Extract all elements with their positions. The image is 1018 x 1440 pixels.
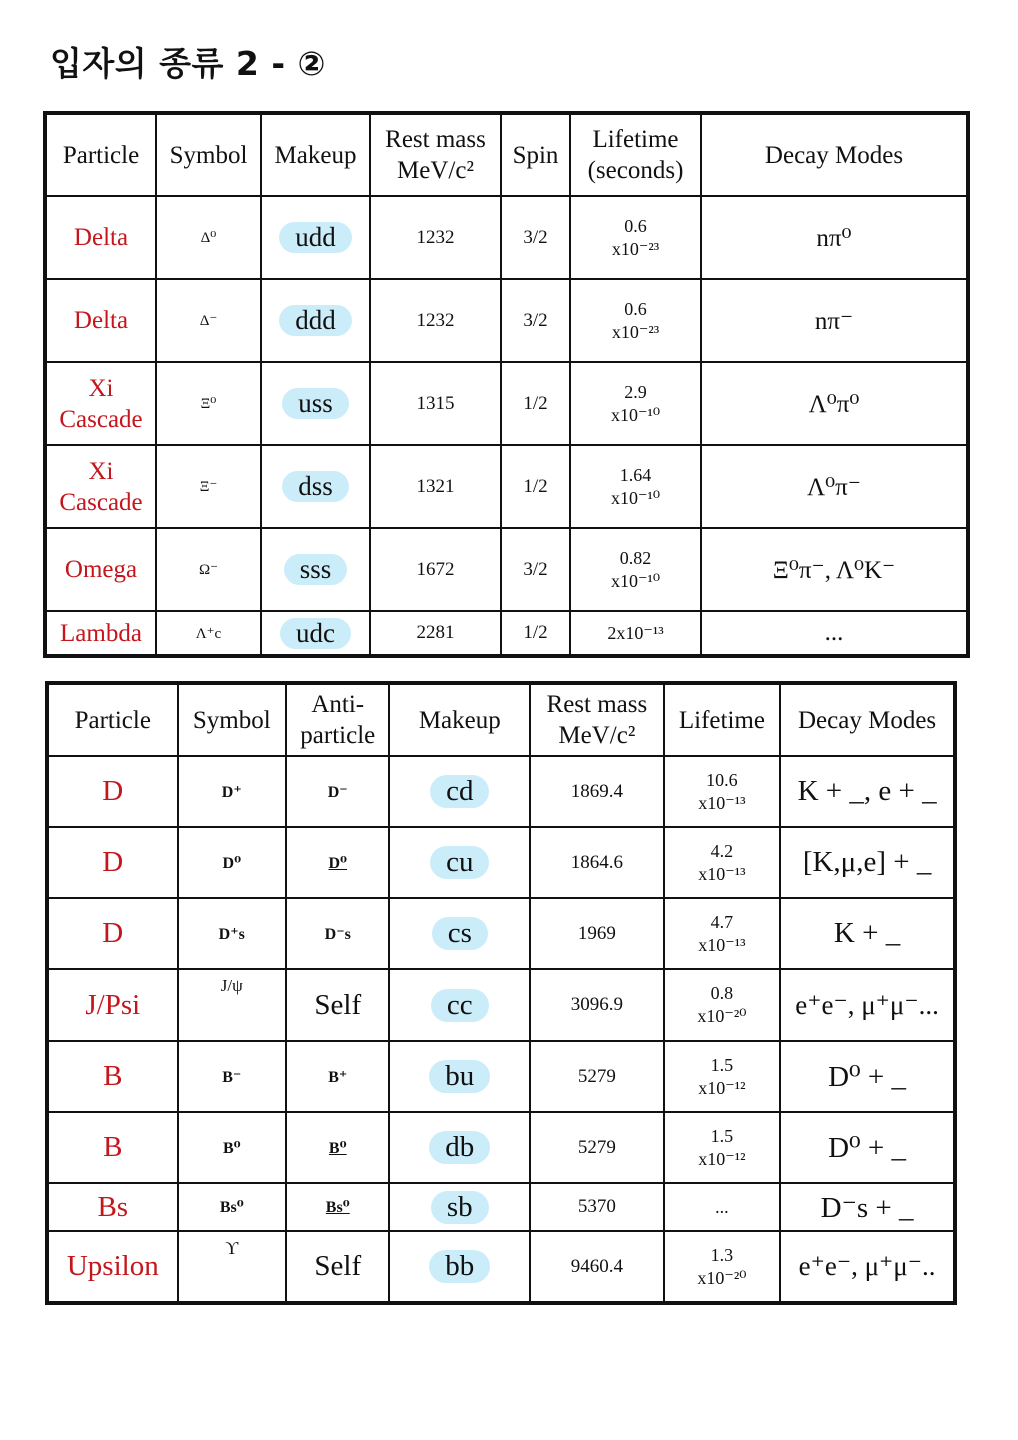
quark-makeup: uss bbox=[282, 388, 349, 419]
antiparticle-symbol: Self bbox=[286, 969, 389, 1041]
header-rest-mass: Rest mass MeV/c² bbox=[370, 113, 501, 196]
particle-symbol: B⁻ bbox=[178, 1041, 286, 1112]
table-row bbox=[45, 528, 968, 611]
particle-symbol: D⁺ bbox=[178, 756, 286, 827]
rest-mass: 5279 bbox=[530, 1041, 664, 1112]
particle-symbol: Δ⁰ bbox=[156, 196, 261, 279]
decay-modes: Λ⁰π⁻ bbox=[701, 445, 968, 528]
header-particle: Particle bbox=[47, 683, 178, 756]
decay-modes: K + _ bbox=[780, 898, 955, 969]
header-particle: Particle bbox=[45, 113, 156, 196]
header-antiparticle: Anti-particle bbox=[286, 683, 389, 756]
header-spin: Spin bbox=[501, 113, 570, 196]
antiparticle-symbol: D⁰ bbox=[286, 827, 389, 898]
lifetime-value: 1.64 bbox=[619, 464, 652, 485]
lifetime-value: 1.5 bbox=[710, 1125, 734, 1146]
decay-modes: Ξ⁰π⁻, Λ⁰K⁻ bbox=[701, 528, 968, 611]
particle-name: D bbox=[47, 898, 178, 969]
particle-symbol: J/ψ bbox=[178, 969, 286, 1041]
spin: 1/2 bbox=[501, 362, 570, 445]
lifetime-value: 0.82 bbox=[619, 547, 652, 568]
header-lifetime: Lifetime bbox=[664, 683, 781, 756]
table-row bbox=[47, 1183, 955, 1231]
page-title: 입자의 종류 2 - ② bbox=[50, 44, 326, 83]
lifetime-exponent: x10⁻¹² bbox=[698, 1148, 746, 1169]
spin: 1/2 bbox=[501, 611, 570, 656]
header-symbol: Symbol bbox=[178, 683, 286, 756]
rest-mass: 5279 bbox=[530, 1112, 664, 1183]
quark-makeup: bb bbox=[429, 1250, 490, 1283]
quark-makeup: cu bbox=[430, 846, 489, 879]
rest-mass: 1969 bbox=[530, 898, 664, 969]
table-row bbox=[47, 827, 955, 898]
lifetime-exponent: x10⁻¹³ bbox=[698, 934, 746, 955]
lifetime-exponent: x10⁻¹³ bbox=[698, 792, 746, 813]
table-row bbox=[45, 445, 968, 528]
quark-makeup: bu bbox=[429, 1060, 490, 1093]
decay-modes: e⁺e⁻, μ⁺μ⁻... bbox=[780, 969, 955, 1041]
antiparticle-symbol: D⁻ bbox=[286, 756, 389, 827]
decay-modes: e⁺e⁻, μ⁺μ⁻.. bbox=[780, 1231, 955, 1303]
antiparticle-symbol: Self bbox=[286, 1231, 389, 1303]
lifetime-exponent: x10⁻¹⁰ bbox=[610, 570, 661, 591]
quark-makeup: cc bbox=[431, 989, 489, 1022]
particle-symbol: B⁰ bbox=[178, 1112, 286, 1183]
table-row bbox=[47, 1112, 955, 1183]
meson-table bbox=[45, 681, 957, 1305]
baryon-table bbox=[43, 111, 970, 658]
decay-modes: D⁰ + _ bbox=[780, 1041, 955, 1112]
lifetime-value: 2.9 bbox=[624, 381, 647, 402]
lifetime-value: 1.3 bbox=[710, 1244, 734, 1265]
quark-makeup: sb bbox=[431, 1191, 489, 1224]
lifetime-value: 1.5 bbox=[710, 1054, 734, 1075]
particle-name: D bbox=[47, 756, 178, 827]
rest-mass: 1672 bbox=[370, 528, 501, 611]
spin: 1/2 bbox=[501, 445, 570, 528]
decay-modes: Λ⁰π⁰ bbox=[701, 362, 968, 445]
spin: 3/2 bbox=[501, 528, 570, 611]
rest-mass: 1321 bbox=[370, 445, 501, 528]
rest-mass: 1232 bbox=[370, 279, 501, 362]
table-row bbox=[45, 196, 968, 279]
rest-mass: 1315 bbox=[370, 362, 501, 445]
lifetime-value: 0.8 bbox=[710, 983, 734, 1003]
particle-name: Xi Cascade bbox=[45, 445, 156, 528]
decay-modes: D⁻s + _ bbox=[780, 1183, 955, 1231]
header-makeup: Makeup bbox=[261, 113, 370, 196]
particle-symbol: Λ⁺c bbox=[156, 611, 261, 656]
particle-name: D bbox=[47, 827, 178, 898]
particle-name: Upsilon bbox=[47, 1231, 178, 1303]
quark-makeup: udd bbox=[279, 222, 352, 253]
table-row bbox=[47, 1231, 955, 1303]
quark-makeup: udc bbox=[280, 618, 351, 649]
rest-mass: 2281 bbox=[370, 611, 501, 656]
spin: 3/2 bbox=[501, 279, 570, 362]
table-row bbox=[45, 611, 968, 656]
lifetime-exponent: x10⁻²⁰ bbox=[697, 1006, 747, 1026]
particle-symbol: Δ⁻ bbox=[156, 279, 261, 362]
antiparticle-symbol: Bs⁰ bbox=[286, 1183, 389, 1231]
table-row bbox=[47, 898, 955, 969]
particle-name: Delta bbox=[45, 196, 156, 279]
header-makeup: Makeup bbox=[389, 683, 530, 756]
decay-modes: nπ⁻ bbox=[701, 279, 968, 362]
table-header-row bbox=[47, 683, 955, 756]
particle-symbol: Ξ⁰ bbox=[156, 362, 261, 445]
particle-name: Xi Cascade bbox=[45, 362, 156, 445]
lifetime-exponent: x10⁻¹³ bbox=[698, 863, 746, 884]
rest-mass: 9460.4 bbox=[530, 1231, 664, 1303]
particle-symbol: D⁰ bbox=[178, 827, 286, 898]
particle-symbol: Ω⁻ bbox=[156, 528, 261, 611]
decay-modes: K + _, e + _ bbox=[780, 756, 955, 827]
table-row bbox=[47, 1041, 955, 1112]
decay-modes: ... bbox=[701, 611, 968, 656]
table-row bbox=[47, 756, 955, 827]
rest-mass: 3096.9 bbox=[530, 969, 664, 1041]
lifetime-exponent: x10⁻²³ bbox=[611, 238, 660, 259]
antiparticle-symbol: B⁺ bbox=[286, 1041, 389, 1112]
header-lifetime: Lifetime (seconds) bbox=[570, 113, 701, 196]
header-symbol: Symbol bbox=[156, 113, 261, 196]
antiparticle-symbol: D⁻s bbox=[286, 898, 389, 969]
particle-name: Bs bbox=[47, 1183, 178, 1231]
particle-name: B bbox=[47, 1041, 178, 1112]
quark-makeup: cs bbox=[432, 917, 488, 950]
quark-makeup: dss bbox=[282, 471, 349, 502]
decay-modes: nπ⁰ bbox=[701, 196, 968, 279]
header-decay-modes: Decay Modes bbox=[701, 113, 968, 196]
particle-name: Delta bbox=[45, 279, 156, 362]
quark-makeup: cd bbox=[430, 775, 489, 808]
lifetime-exponent: x10⁻²⁰ bbox=[697, 1267, 747, 1288]
lifetime-value: 0.6 bbox=[624, 215, 647, 236]
quark-makeup: sss bbox=[284, 554, 348, 585]
header-decay-modes: Decay Modes bbox=[780, 683, 955, 756]
lifetime-value: ... bbox=[715, 1196, 729, 1217]
rest-mass: 1869.4 bbox=[530, 756, 664, 827]
particle-name: Lambda bbox=[45, 611, 156, 656]
particle-symbol: ϒ bbox=[178, 1231, 286, 1303]
rest-mass: 1232 bbox=[370, 196, 501, 279]
antiparticle-symbol: B⁰ bbox=[286, 1112, 389, 1183]
table-row bbox=[45, 279, 968, 362]
particle-name: Omega bbox=[45, 528, 156, 611]
lifetime-value: 4.2 bbox=[710, 840, 734, 861]
table-header-row bbox=[45, 113, 968, 196]
lifetime-exponent: x10⁻¹² bbox=[698, 1077, 746, 1098]
lifetime-value: 2x10⁻¹³ bbox=[607, 622, 664, 643]
lifetime-exponent: x10⁻¹⁰ bbox=[610, 487, 661, 508]
lifetime-value: 4.7 bbox=[710, 911, 734, 932]
lifetime-value: 10.6 bbox=[706, 769, 738, 790]
rest-mass: 1864.6 bbox=[530, 827, 664, 898]
table-row bbox=[45, 362, 968, 445]
header-rest-mass: Rest mass MeV/c² bbox=[530, 683, 664, 756]
lifetime-value: 0.6 bbox=[624, 298, 647, 319]
particle-name: J/Psi bbox=[47, 969, 178, 1041]
particle-symbol: Bs⁰ bbox=[178, 1183, 286, 1231]
particle-symbol: Ξ⁻ bbox=[156, 445, 261, 528]
quark-makeup: ddd bbox=[279, 305, 352, 336]
spin: 3/2 bbox=[501, 196, 570, 279]
quark-makeup: db bbox=[429, 1131, 490, 1164]
decay-modes: D⁰ + _ bbox=[780, 1112, 955, 1183]
particle-name: B bbox=[47, 1112, 178, 1183]
rest-mass: 5370 bbox=[530, 1183, 664, 1231]
lifetime-exponent: x10⁻²³ bbox=[611, 321, 660, 342]
decay-modes: [K,μ,e] + _ bbox=[780, 827, 955, 898]
particle-symbol: D⁺s bbox=[178, 898, 286, 969]
table-row bbox=[47, 969, 955, 1041]
lifetime-exponent: x10⁻¹⁰ bbox=[610, 404, 661, 425]
